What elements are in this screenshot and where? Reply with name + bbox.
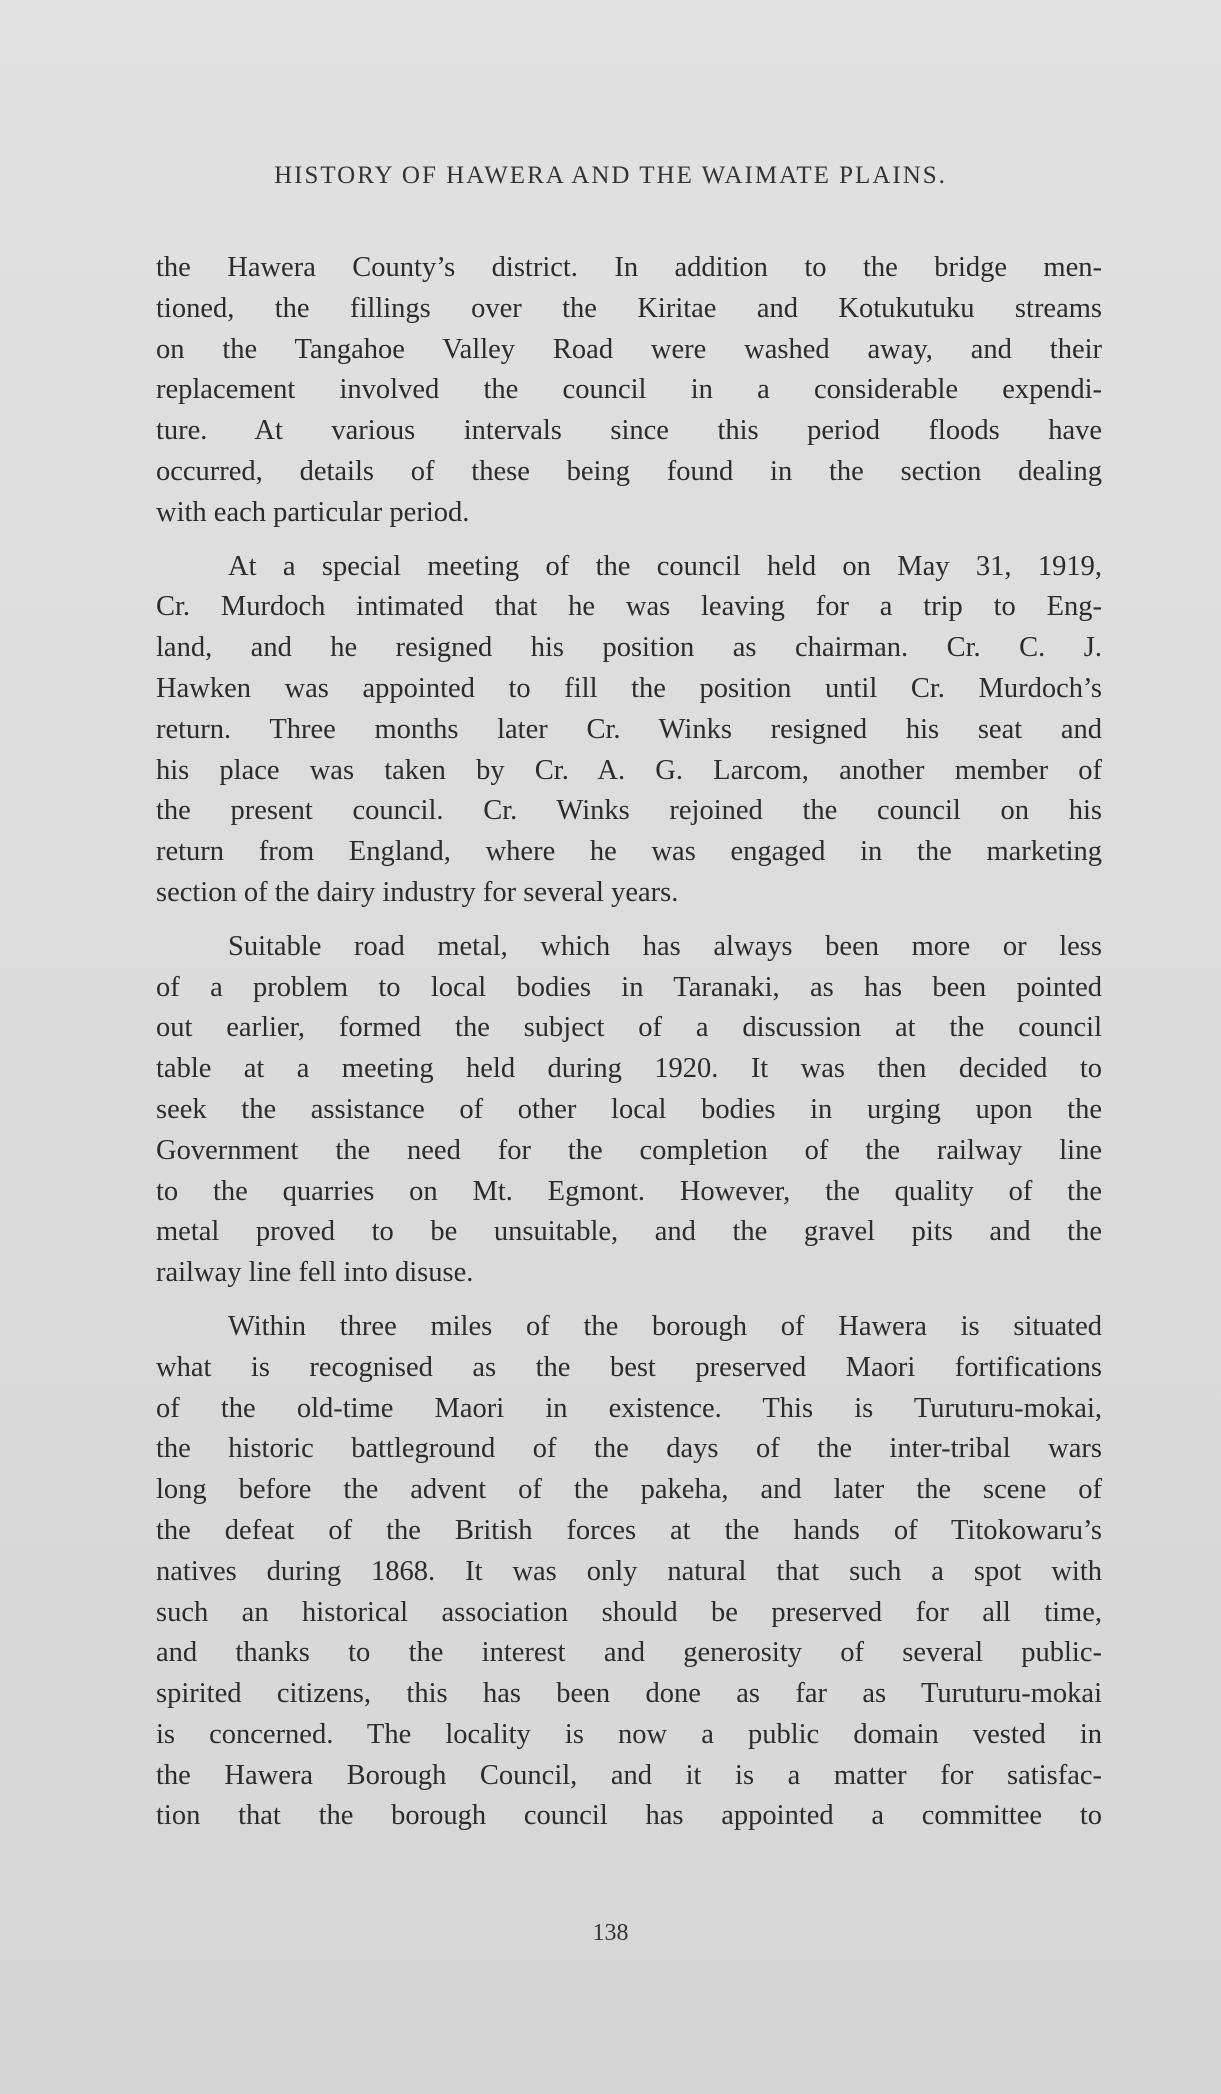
text-line: occurred, details of these being found in the section dealing (156, 455, 1102, 487)
text-line: and thanks to the interest and generosity of several public- (156, 1637, 1102, 1669)
text-line: metal proved to be unsuitable, and the gravel pits and the (156, 1216, 1102, 1248)
text-line: table at a meeting held during 1920. It was then decided to (156, 1053, 1102, 1085)
text-line: replacement involved the council in a considerable expendi- (156, 374, 1102, 406)
text-line: return. Three months later Cr. Winks resigned his seat and (156, 713, 1102, 745)
text-line: such an historical association should be preserved for all time, (156, 1596, 1102, 1628)
text-line: the present council. Cr. Winks rejoined the council on his (156, 795, 1102, 827)
text-line: to the quarries on Mt. Egmont. However, the quality of the (156, 1175, 1102, 1207)
page-number: 138 (592, 1920, 629, 1946)
text-line: Within three miles of the borough of Hawera is situated (228, 1310, 1102, 1342)
paragraph (156, 1307, 1102, 1837)
text-line: seek the assistance of other local bodies in urging upon the (156, 1093, 1102, 1125)
text-line: is concerned. The locality is now a public domain vested in (156, 1718, 1102, 1750)
text-line: the defeat of the British forces at the hands of Titokowaru’s (156, 1514, 1102, 1546)
text-line: railway line fell into disuse. (156, 1257, 474, 1289)
text-line: the historic battleground of the days of the inter-tribal wars (156, 1433, 1102, 1465)
text-line: out earlier, formed the subject of a discussion at the council (156, 1012, 1102, 1044)
text-line: land, and he resigned his position as chairman. Cr. C. J. (156, 632, 1102, 664)
text-line: At a special meeting of the council held on May 31, 1919, (228, 550, 1102, 582)
paragraph (156, 248, 1102, 534)
text-line: section of the dairy industry for several years. (156, 876, 679, 908)
running-head: HISTORY OF HAWERA AND THE WAIMATE PLAINS. (274, 162, 947, 189)
text-line: what is recognised as the best preserved Maori fortifications (156, 1351, 1102, 1383)
text-line: of the old-time Maori in existence. This is Turuturu-mokai, (156, 1392, 1102, 1424)
text-line: with each particular period. (156, 496, 470, 528)
text-line: his place was taken by Cr. A. G. Larcom, another member of (156, 754, 1102, 786)
text-line: long before the advent of the pakeha, and later the scene of (156, 1474, 1102, 1506)
text-line: on the Tangahoe Valley Road were washed away, and their (156, 333, 1102, 365)
text-line: Hawken was appointed to fill the position until Cr. Murdoch’s (156, 672, 1102, 704)
text-line: of a problem to local bodies in Taranaki, as has been pointed (156, 971, 1102, 1003)
body-text (156, 248, 1102, 1837)
text-line: the Hawera Borough Council, and it is a matter for satisfac- (156, 1759, 1102, 1791)
paragraph (156, 927, 1102, 1294)
text-line: Suitable road metal, which has always been more or less (228, 930, 1102, 962)
text-line: tioned, the fillings over the Kiritae and Kotukutuku streams (156, 292, 1102, 324)
text-line: natives during 1868. It was only natural that such a spot with (156, 1555, 1102, 1587)
text-line: return from England, where he was engaged in the marketing (156, 836, 1102, 868)
text-line: tion that the borough council has appointed a committee to (156, 1800, 1102, 1832)
text-line: spirited citizens, this has been done as far as Turuturu-mokai (156, 1678, 1102, 1710)
paragraph (156, 547, 1102, 914)
text-line: ture. At various intervals since this period floods have (156, 415, 1102, 447)
text-line: Cr. Murdoch intimated that he was leaving for a trip to Eng- (156, 591, 1102, 623)
text-line: Government the need for the completion of the railway line (156, 1134, 1102, 1166)
text-line: the Hawera County’s district. In addition to the bridge men- (156, 252, 1102, 283)
